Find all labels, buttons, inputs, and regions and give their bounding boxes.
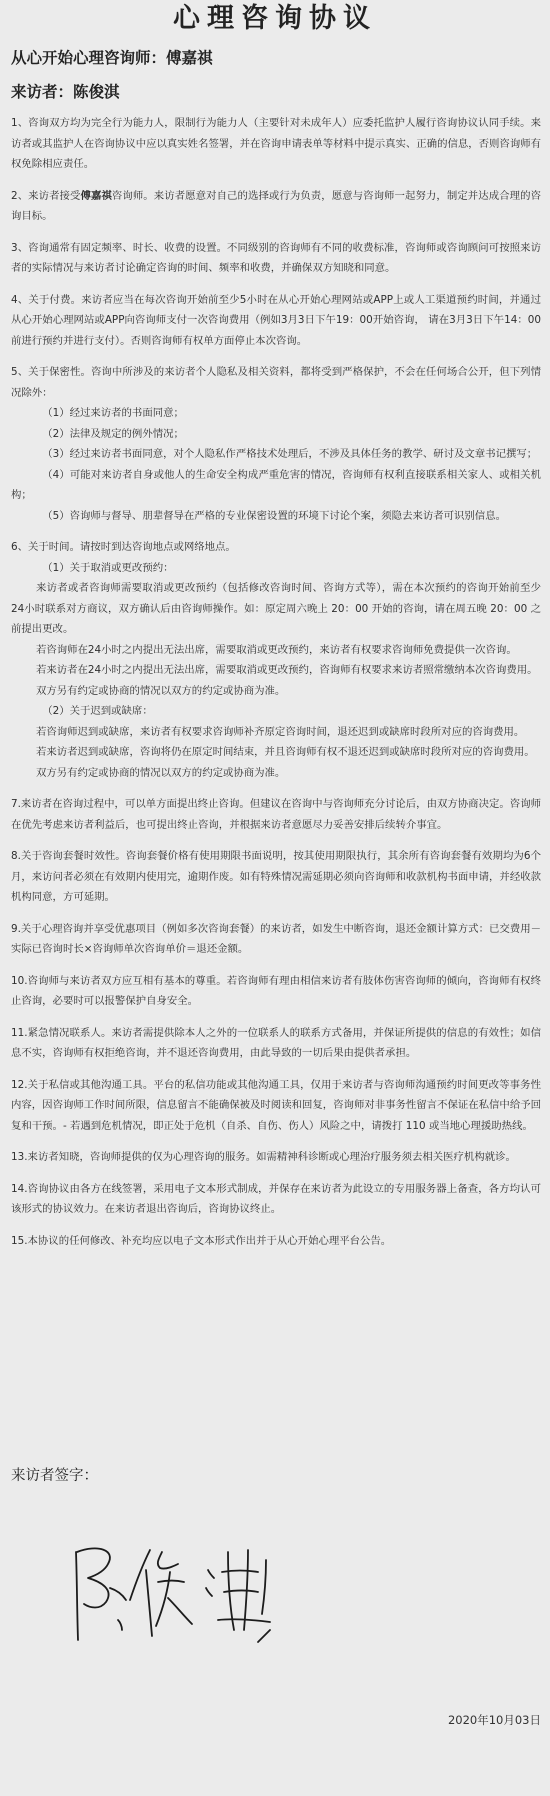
clause-6-sub-2: （2）关于迟到或缺席： xyxy=(42,705,153,717)
clause-2 xyxy=(11,186,541,227)
signature-label: 来访者签字： xyxy=(11,1468,98,1484)
clause-5-item-1: （1）经过来访者的书面同意； xyxy=(42,407,184,419)
clause-1: 1、咨询双方均为完全行为能力人，限制行为能力人（主要针对未成年人）应委托监护人履行咨询协议认同手续。来访者或其监护人在咨询协议中应以真实姓名签署，并在咨询申请表单等材料中提示真实、正确的信息，否则咨询师有权免除相应责任。 xyxy=(11,117,541,170)
clause-5-item-4: （4）可能对来访者自身或他人的生命安全构成严重危害的情况，咨询师有权利直接联系相关家人、或相关机构； xyxy=(11,468,541,501)
page-title: 心理咨询协议 xyxy=(173,3,377,34)
clause-6-sub-1-p2: 若咨询师在24小时之内提出无法出席，需要取消或更改预约，来访者有权要求咨询师免费提供一次咨询。 xyxy=(35,643,517,656)
clause-12: 12.关于私信或其他沟通工具。平台的私信功能或其他沟通工具，仅用于来访者与咨询师沟通预约时间更改等事务性内容，因咨询师工作时间所限，信息留言不能确保被及时阅读和回复，咨询师对非事务性留言不保证在私信中给予回复和干预。- 若遇到危机情况，即正处于危机（自杀、自伤、伤人）风险之中，请拨打 110 或当地心理援助热线。 xyxy=(11,1078,541,1132)
clause-14: 14.咨询协议由各方在线签署，采用电子文本形式制成，并保存在来访者为此设立的专用服务器上备查，各方均认可该形式的协议效力。在来访者退出咨询后，咨询协议终止。 xyxy=(11,1182,541,1215)
clause-13: 13.来访者知晓，咨询师提供的仅为心理咨询的服务。如需精神科诊断或心理治疗服务须去相关医疗机构就诊。 xyxy=(11,1151,516,1163)
clause-5-item-2: （2）法律及规定的例外情况； xyxy=(42,427,184,440)
counselor-name: 傅嘉祺 xyxy=(80,189,112,202)
clause-10: 10.咨询师与来访者双方应互相有基本的尊重。若咨询师有理由相信来访者有肢体伤害咨询师的倾向，咨询师有权终止咨询，必要时可以报警保护自身安全。 xyxy=(11,974,541,1007)
signing-date: 2020年10月03日 xyxy=(447,1713,541,1727)
clause-4: 4、关于付费。来访者应当在每次咨询开始前至少5小时在从心开始心理网站或APP上或人工渠道预约时间，并通过从心开始心理网站或APP向咨询师支付一次咨询费用（例如3月3日下午19：00开始咨询， 请在3月3日下午14：00前进行预约并进行支付）。否则咨询师有权单方面停止本次咨询。 xyxy=(11,293,541,347)
handwritten-signature xyxy=(58,1530,298,1655)
clause-5: 5、关于保密性。咨询中所涉及的来访者个人隐私及相关资料，都将受到严格保护，不会在任何场合公开，但下列情况除外： xyxy=(11,366,541,399)
clause-15: 15.本协议的任何修改、补充均应以电子文本形式作出并于从心开始心理平台公告。 xyxy=(11,1234,392,1247)
clause-9: 9.关于心理咨询并享受优惠项目（例如多次咨询套餐）的来访者，如发生中断咨询，退还金额计算方式：已交费用－实际已咨询时长×咨询师单次咨询单价＝退还金额。 xyxy=(11,922,541,955)
agreement-body xyxy=(11,113,541,1251)
clause-6-sub-1-p4: 双方另有约定或协商的情况以双方的约定或协商为准。 xyxy=(35,684,286,697)
clause-2-rest: 咨询师。来访者愿意对自己的选择或行为负责，愿意与咨询师一起努力，制定并达成合理的咨询目标。 xyxy=(11,189,541,222)
clause-8: 8.关于咨询套餐时效性。咨询套餐价格有使用期限书面说明，按其使用期限执行，其余所有咨询套餐有效期均为6个月，来访问者必须在有效期内使用完，逾期作废。如有特殊情况需延期必须向咨询师和收款机构书面申请，并经收款机构同意，方可延期。 xyxy=(11,850,541,903)
clause-11: 11.紧急情况联系人。来访者需提供除本人之外的一位联系人的联系方式备用，并保证所提供的信息的有效性；如信息不实，咨询师有权拒绝咨询，并不退还咨询费用，由此导致的一切后果由提供者承担。 xyxy=(11,1026,541,1059)
counselor-line: 从心开始心理咨询师：傅嘉祺 xyxy=(11,49,213,67)
clause-5-item-5: （5）咨询师与督导、朋辈督导在严格的专业保密设置的环境下讨论个案，须隐去来访者可识别信息。 xyxy=(42,509,506,522)
clause-3: 3、咨询通常有固定频率、时长、收费的设置。不同级别的咨询师有不同的收费标准，咨询师或咨询顾问可按照来访者的实际情况与来访者讨论确定咨询的时间、频率和收费，并确保双方知晓和同意。 xyxy=(11,241,541,274)
visitor-line: 来访者：陈俊淇 xyxy=(11,83,120,101)
clause-6-sub-2-p1: 若咨询师迟到或缺席，来访者有权要求咨询师补齐原定咨询时间，退还迟到或缺席时段所对应的咨询费用。 xyxy=(35,725,525,738)
clause-7: 7.来访者在咨询过程中，可以单方面提出终止咨询。但建议在咨询中与咨询师充分讨论后，由双方协商决定。咨询师在优先考虑来访者利益后，也可提出终止咨询，并根据来访者意愿尽力妥善安排后续转介事宜。 xyxy=(11,798,541,831)
clause-6: 6、关于时间。请按时到达咨询地点或网络地点。 xyxy=(11,541,236,553)
clause-2-lead: 2、来访者接受 xyxy=(11,189,81,202)
clause-6-sub-2-p2: 若来访者迟到或缺席，咨询将仍在原定时间结束，并且咨询师有权不退还迟到或缺席时段所对应的咨询费用。 xyxy=(35,746,535,758)
clause-5-item-3: （3）经过来访者书面同意，对个人隐私作严格技术处理后，不涉及具体任务的教学、研讨及文章书记撰写； xyxy=(42,448,538,460)
clause-6-sub-2-p3: 双方另有约定或协商的情况以双方的约定或协商为准。 xyxy=(35,766,286,779)
clause-6-sub-1: （1）关于取消或更改预约： xyxy=(42,561,174,574)
clause-6-sub-1-p1: 来访者或者咨询师需要取消或更改预约（包括修改咨询时间、咨询方式等），需在本次预约的咨询开始前至少24小时联系对方商议，双方确认后由咨询师操作。如：原定周六晚上 20：00 开始的咨询，请在周五晚 20：00 之前提出更改。 xyxy=(11,582,541,635)
clause-6-sub-1-p3: 若来访者在24小时之内提出无法出席，需要取消或更改预约，咨询师有权要求来访者照常缴纳本次咨询费用。 xyxy=(35,664,538,676)
